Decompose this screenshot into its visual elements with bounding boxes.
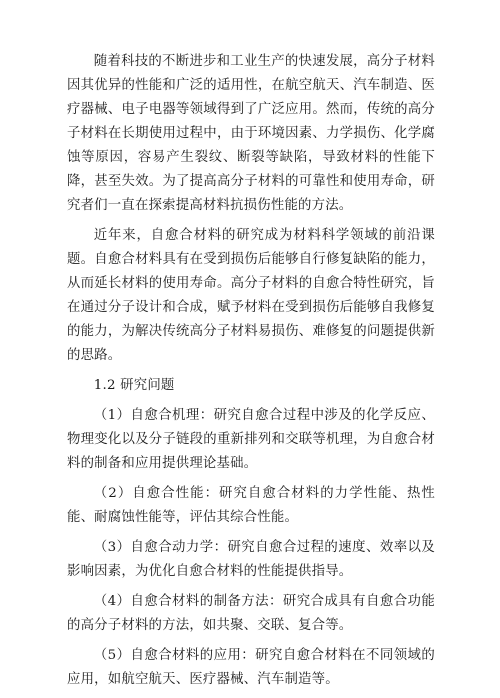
intro-paragraph-1: 随着科技的不断进步和工业生产的快速发展，高分子材料因其优异的性能和广泛的适用性，在航空航天、汽车制造、医疗器械、电子电器等领域得到了广泛应用。然而，传统的高分子材料在长期使用过程中，由于环境因素、力学损伤、化学腐蚀等原因，容易产生裂纹、断裂等缺陷，导致材料的性能下降，甚至失效。为了提高高分子材料的可靠性和使用寿命，研究者们一直在探索提高材料抗损伤性能的方法。 [67, 54, 435, 213]
document-body [67, 50, 435, 698]
section-heading: 1.2 研究问题 [93, 378, 175, 393]
research-item-4: （4）自愈合材料的制备方法：研究合成具有自愈合功能的高分子材料的方法，如共聚、交联、复合等。 [67, 594, 435, 633]
research-item-2: （2）自愈合性能：研究自愈合材料的力学性能、热性能、耐腐蚀性能等，评估其综合性能。 [67, 486, 435, 525]
intro-paragraph-2: 近年来，自愈合材料的研究成为材料科学领域的前沿课题。自愈合材料具有在受到损伤后能够自行修复缺陷的能力，从而延长材料的使用寿命。高分子材料的自愈合特性研究，旨在通过分子设计和合成，赋予材料在受到损伤后能够自我修复的能力，为解决传统高分子材料易损伤、难修复的问题提供新的思路。 [67, 228, 435, 363]
research-item-5: （5）自愈合材料的应用：研究自愈合材料在不同领域的应用，如航空航天、医疗器械、汽车制造等。 [67, 648, 435, 687]
research-item-3: （3）自愈合动力学：研究自愈合过程的速度、效率以及影响因素，为优化自愈合材料的性能提供指导。 [67, 540, 435, 579]
research-item-1: （1）自愈合机理：研究自愈合过程中涉及的化学反应、物理变化以及分子链段的重新排列和交联等机理，为自愈合材料的制备和应用提供理论基础。 [67, 408, 435, 471]
